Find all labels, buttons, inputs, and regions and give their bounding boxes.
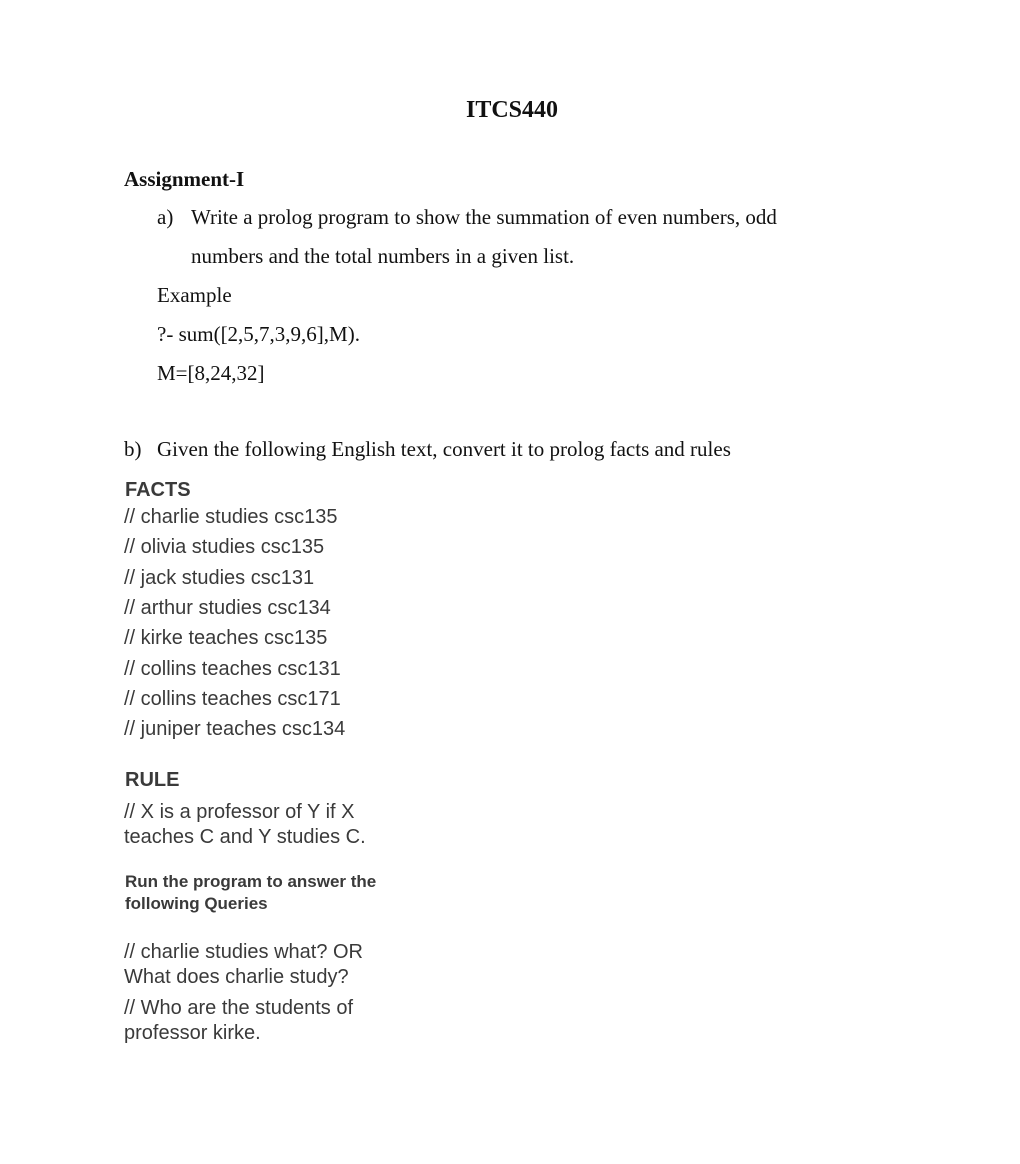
example-result: M=[8,24,32] [157,361,265,385]
query-2-line-1: // Who are the students of [124,997,354,1019]
fact-item: // collins teaches csc131 [124,658,341,680]
fact-item: // olivia studies csc135 [124,536,325,558]
example-label: Example [157,283,232,307]
part-a-line-2: numbers and the total numbers in a given list. [191,244,575,268]
facts-heading: FACTS [125,479,191,501]
fact-item: // collins teaches csc171 [124,688,341,710]
query-1-line-1: // charlie studies what? OR [124,941,363,963]
document-title: ITCS440 [465,97,559,123]
rule-heading: RULE [125,769,180,791]
part-a-line-1: Write a prolog program to show the summation of even numbers, odd [191,205,777,229]
part-b-text: Given the following English text, convert it to prolog facts and rules [157,437,731,461]
rule-line-1: // X is a professor of Y if X [124,801,355,823]
fact-item: // charlie studies csc135 [124,506,338,528]
query-2-line-2: professor kirke. [124,1022,261,1044]
queries-heading-line-1: Run the program to answer the [125,872,377,891]
rule-line-2: teaches C and Y studies C. [124,826,366,848]
query-1-line-2: What does charlie study? [124,966,349,988]
part-b-marker: b) [124,437,142,461]
assignment-heading: Assignment-I [124,167,245,191]
fact-item: // kirke teaches csc135 [124,627,328,649]
example-query: ?- sum([2,5,7,3,9,6],M). [157,322,360,346]
fact-item: // arthur studies csc134 [124,597,331,619]
part-a-marker: a) [157,205,174,229]
fact-item: // juniper teaches csc134 [124,718,346,740]
queries-heading-line-2: following Queries [125,894,268,913]
fact-item: // jack studies csc131 [124,567,315,589]
